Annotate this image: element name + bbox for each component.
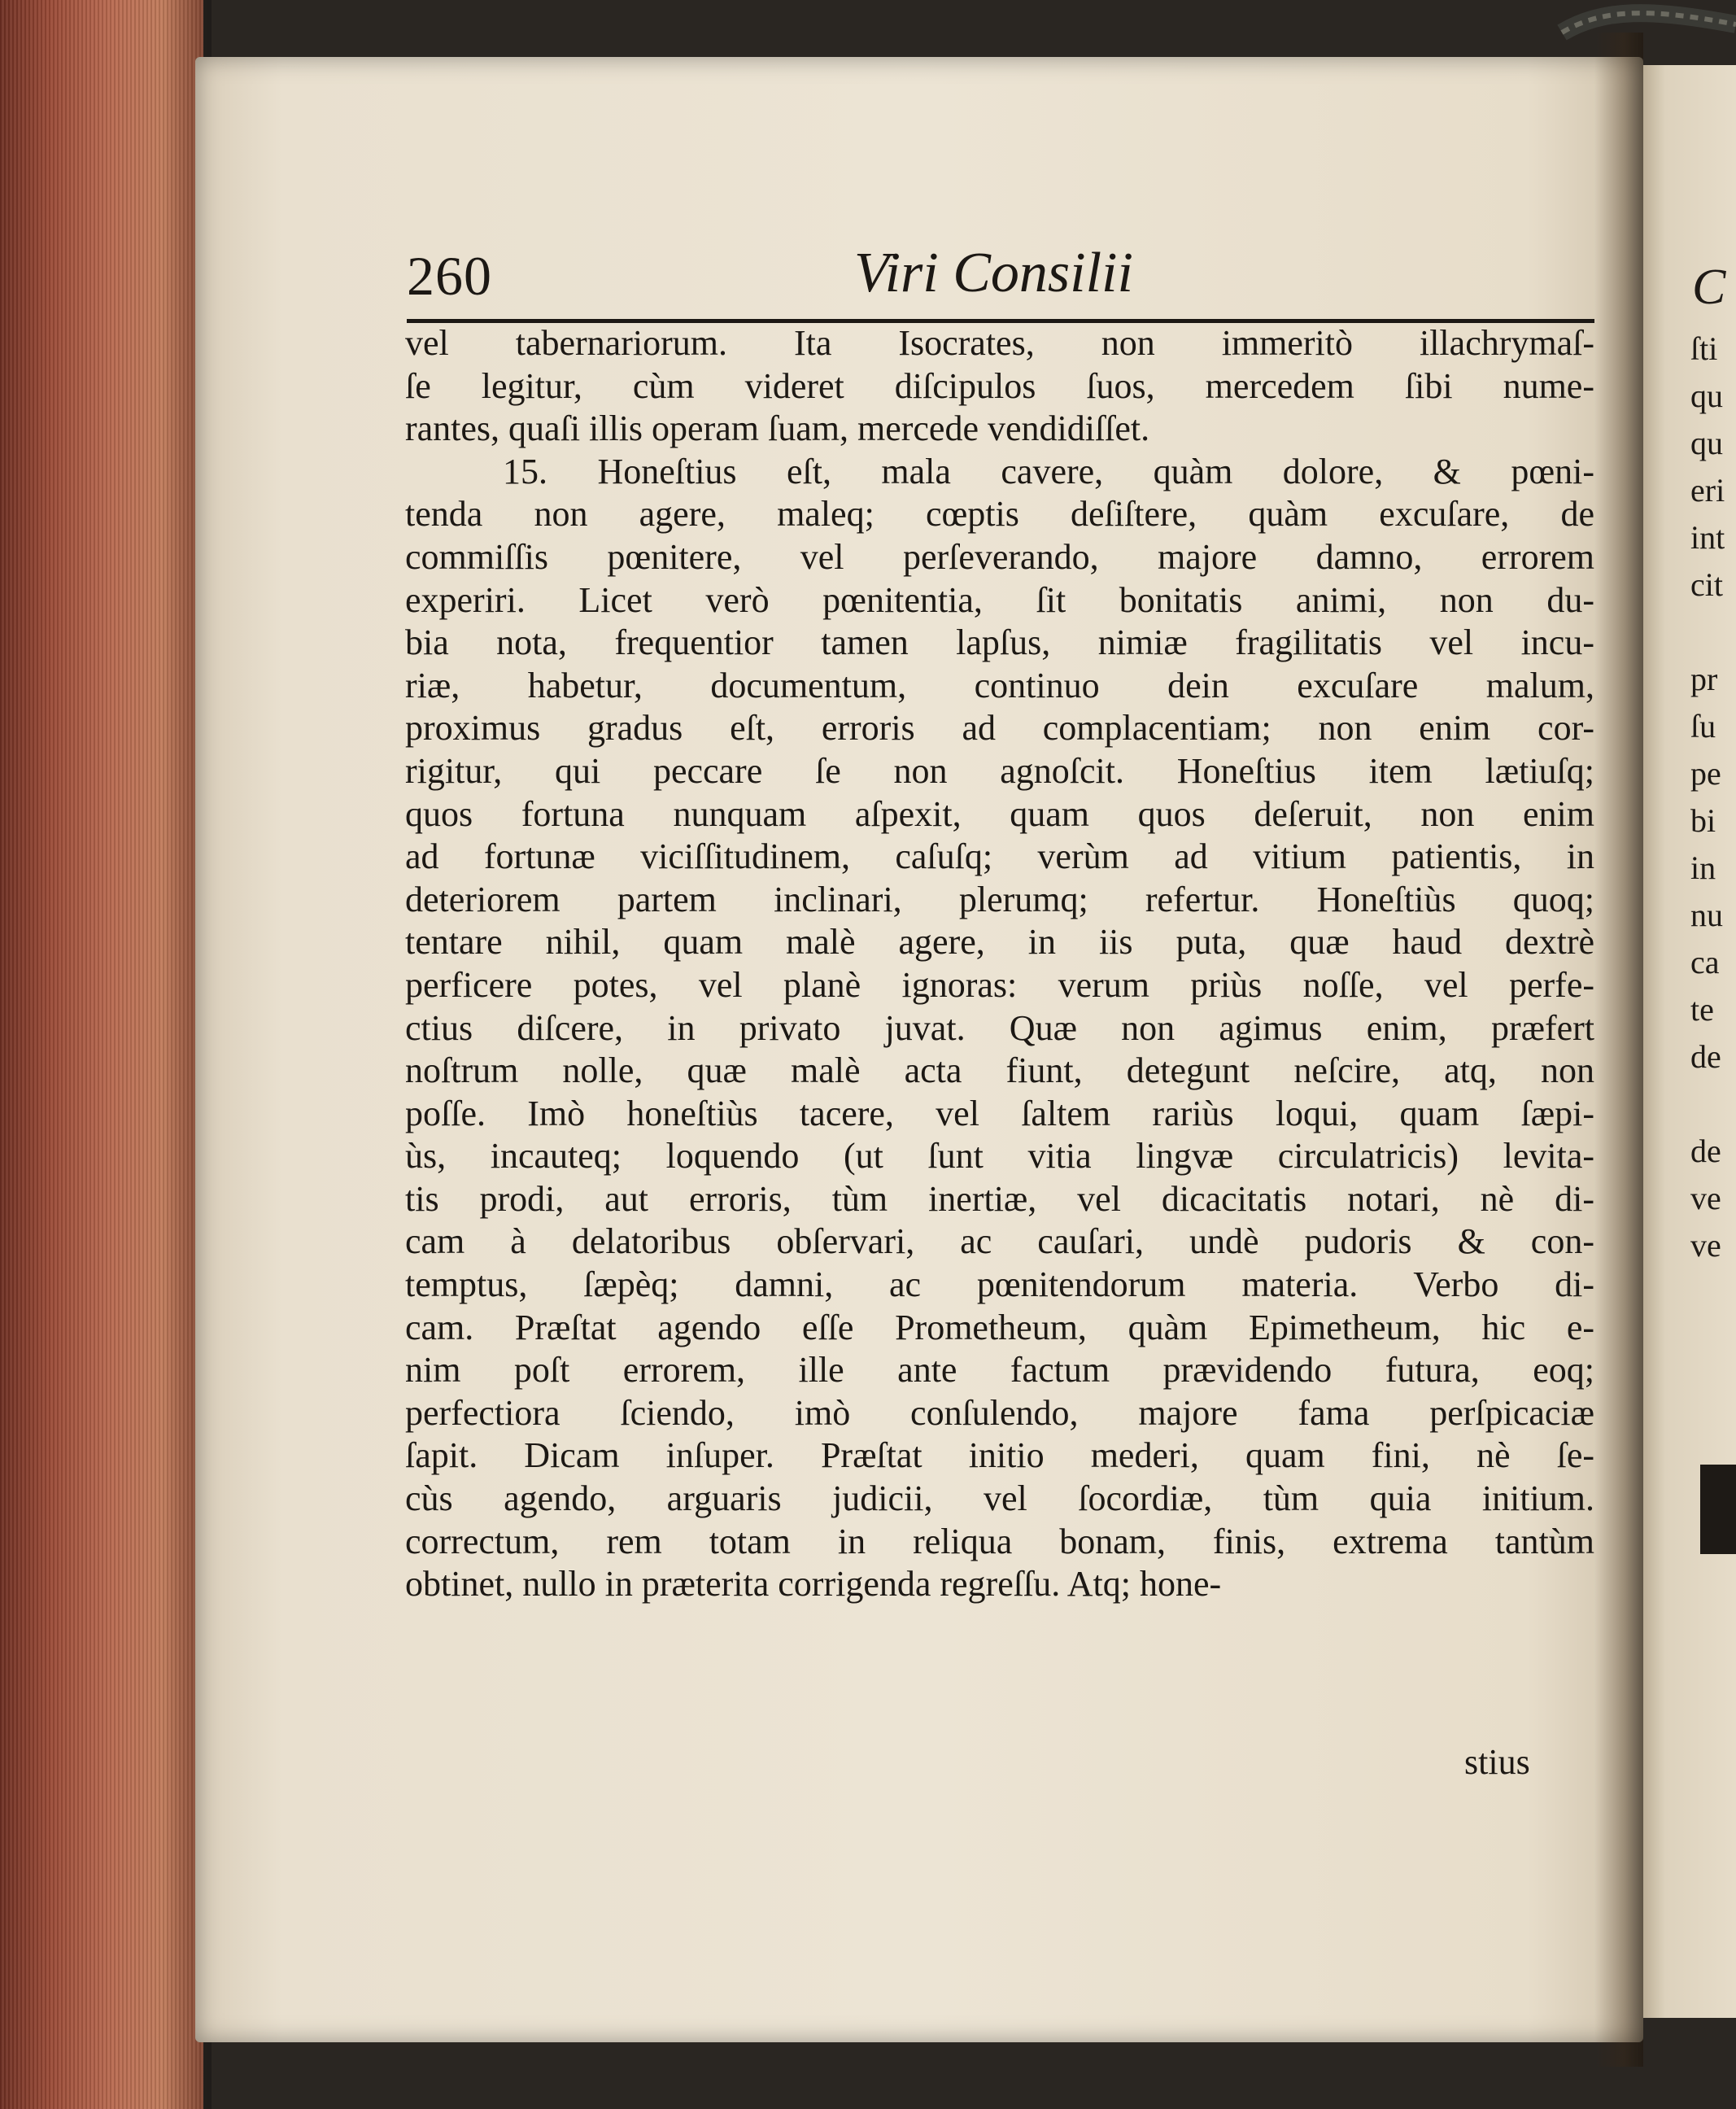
facing-text-fragment: qu bbox=[1690, 425, 1723, 461]
facing-text-fragment: int bbox=[1690, 519, 1725, 556]
facing-text-fragment: de bbox=[1690, 1133, 1721, 1169]
facing-text-fragment: eri bbox=[1690, 472, 1725, 509]
text-line: perfectiora ſciendo, imò conſulendo, majore fama perſpicaciæ bbox=[405, 1392, 1594, 1433]
facing-text-fragment: te bbox=[1690, 991, 1714, 1028]
running-head: Viri Consilii bbox=[854, 242, 1133, 304]
text-line: cam. Præſtat agendo eſſe Prometheum, quàm Epimetheum, hic e- bbox=[405, 1307, 1594, 1347]
text-line: ùs, incauteq; loquendo (ut ſunt vitia lingvæ circulatricis) levita- bbox=[405, 1136, 1594, 1177]
facing-text-fragment bbox=[1690, 609, 1736, 656]
facing-text-fragment: in bbox=[1690, 849, 1716, 886]
text-line: obtinet, nullo in præterita corrigenda regreſſu. Atq; hone- bbox=[405, 1564, 1222, 1605]
facing-text-fragment: nu bbox=[1690, 897, 1723, 933]
text-line: correctum, rem totam in reliqua bonam, finis, extrema tantùm bbox=[405, 1521, 1594, 1561]
text-line: bia nota, frequentior tamen lapſus, nimiæ fragilitatis vel incu- bbox=[405, 622, 1594, 663]
text-line: 15. Honeſtius eſt, mala cavere, quàm dolore, & pœni- bbox=[503, 451, 1594, 491]
text-line: tis prodi, aut erroris, tùm inertiæ, vel dicacitatis notari, nè di- bbox=[405, 1178, 1594, 1219]
text-line: deteriorem partem inclinari, plerumq; refertur. Honeſtiùs quoq; bbox=[405, 879, 1594, 919]
facing-text-fragment bbox=[1690, 1081, 1736, 1128]
text-line: ctius diſcere, in privato juvat. Quæ non agimus enim, præfert bbox=[405, 1007, 1594, 1048]
text-line: cam à delatoribus obſervari, ac cauſari, undè pudoris & con- bbox=[405, 1221, 1594, 1262]
facing-text-fragment: ve bbox=[1690, 1180, 1721, 1216]
facing-text-fragment: ca bbox=[1690, 944, 1720, 980]
facing-text-fragment: cit bbox=[1690, 566, 1723, 603]
facing-text-fragment: de bbox=[1690, 1038, 1721, 1075]
text-line: ad fortunæ viciſſitudinem, caſuſq; verùm ad vitium patientis, in bbox=[405, 836, 1594, 877]
page-number: 260 bbox=[407, 245, 492, 307]
body-text bbox=[405, 322, 1594, 1606]
facing-page-text bbox=[1690, 325, 1736, 1269]
text-line: tentare nihil, quam malè agere, in iis puta, quæ haud dextrè bbox=[405, 922, 1594, 963]
text-line: poſſe. Imò honeſtiùs tacere, vel ſaltem rariùs loqui, quam ſæpi- bbox=[405, 1093, 1594, 1133]
facing-text-fragment: ſu bbox=[1690, 708, 1716, 744]
facing-drop-initial bbox=[1700, 1465, 1736, 1554]
gutter-shadow bbox=[1594, 33, 1643, 2067]
text-line: quos fortuna nunquam aſpexit, quam quos deſeruit, non enim bbox=[405, 793, 1594, 834]
facing-running-head: C bbox=[1692, 260, 1726, 315]
facing-text-fragment: ve bbox=[1690, 1227, 1721, 1264]
text-line: rantes, quaſi illis operam ſuam, mercede vendidiſſet. bbox=[405, 408, 1150, 449]
facing-text-fragment: ſti bbox=[1690, 330, 1718, 367]
text-line: cùs agendo, arguaris judicii, vel ſocordiæ, tùm quia initium. bbox=[405, 1478, 1594, 1519]
facing-text-fragment: pr bbox=[1690, 661, 1718, 697]
text-line: riæ, habetur, documentum, continuo dein excuſare malum, bbox=[405, 665, 1594, 705]
text-line: temptus, ſæpèq; damni, ac pœnitendorum materia. Verbo di- bbox=[405, 1264, 1594, 1305]
facing-text-fragment: qu bbox=[1690, 378, 1723, 414]
text-line: tenda non agere, maleq; cœptis deſiſtere, quàm excuſare, de bbox=[405, 494, 1594, 535]
text-line: noſtrum nolle, quæ malè acta fiunt, detegunt neſcire, atq, non bbox=[405, 1050, 1594, 1091]
text-line: experiri. Licet verò pœnitentia, ſit bonitatis animi, non du- bbox=[405, 579, 1594, 620]
text-line: nim poſt errorem, ille ante factum prævidendo futura, eoq; bbox=[405, 1350, 1594, 1391]
text-line: commiſſis pœnitere, vel perſeverando, majore damno, errorem bbox=[405, 536, 1594, 577]
text-line: ſe legitur, cùm videret diſcipulos ſuos, mercedem ſibi nume- bbox=[405, 365, 1594, 406]
bookmark-ribbon bbox=[1464, 0, 1736, 90]
facing-text-fragment: bi bbox=[1690, 802, 1716, 839]
text-line: rigitur, qui peccare ſe non agnoſcit. Honeſtius item lætiuſq; bbox=[405, 750, 1594, 791]
facing-text-fragment: pe bbox=[1690, 755, 1721, 792]
text-line: ſapit. Dicam inſuper. Præſtat initio mederi, quam fini, nè ſe- bbox=[405, 1435, 1594, 1476]
text-line: vel tabernariorum. Ita Isocrates, non immeritò illachrymaſ- bbox=[405, 323, 1594, 363]
text-line: perficere potes, vel planè ignoras: verum priùs noſſe, vel perfe- bbox=[405, 964, 1594, 1005]
text-line: proximus gradus eſt, erroris ad complacentiam; non enim cor- bbox=[405, 708, 1594, 749]
catchword: stius bbox=[1464, 1742, 1530, 1782]
